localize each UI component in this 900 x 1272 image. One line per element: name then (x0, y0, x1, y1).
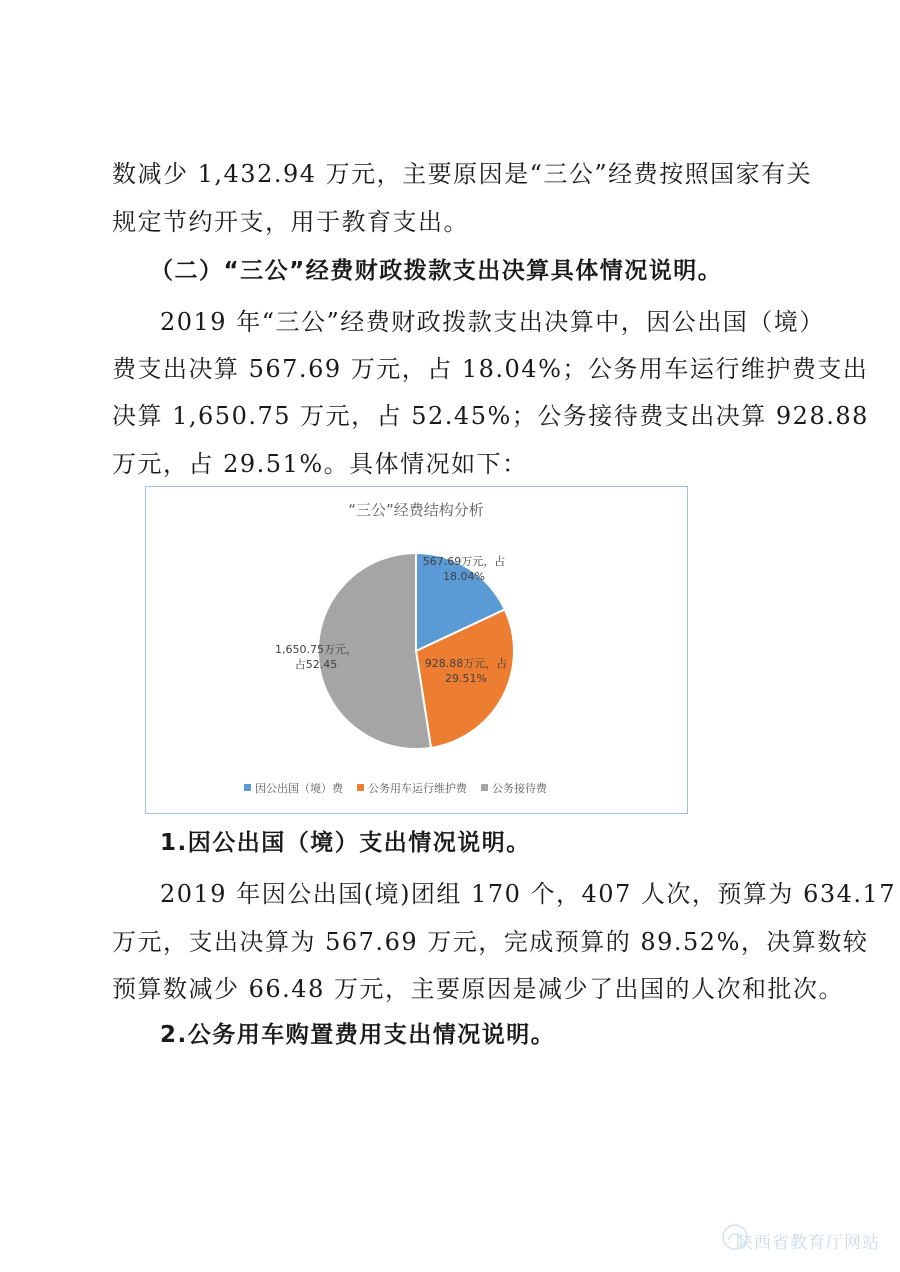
section-heading: 1.因公出国（境）支出情况说明。 (160, 830, 531, 856)
legend-swatch (481, 784, 488, 791)
paragraph-line: 2019 年“三公”经费财政拨款支出决算中，因公出国（境） (160, 308, 825, 336)
chart-legend (244, 781, 548, 795)
legend-label: 因公出国（境）费 (255, 782, 343, 795)
paragraph-line: 决算 1,650.75 万元，占 52.45%；公务接待费支出决算 928.88 (112, 402, 869, 430)
paragraph-line: 数减少 1,432.94 万元，主要原因是“三公”经费按照国家有关 (112, 160, 813, 188)
data-label: 567.69万元，占 18.04% (422, 555, 506, 583)
legend-swatch (244, 784, 251, 791)
paragraph-line: 费支出决算 567.69 万元，占 18.04%；公务用车运行维护费支出 (112, 355, 869, 383)
data-label: 1,650.75万元，占52.45 (275, 643, 357, 671)
legend-swatch (357, 784, 364, 791)
section-heading: 2.公务用车购置费用支出情况说明。 (160, 1022, 556, 1048)
section-heading: （二）“三公”经费财政拨款支出决算具体情况说明。 (150, 258, 723, 284)
paragraph-line: 规定节约开支，用于教育支出。 (112, 208, 469, 236)
legend-label: 公务接待费 (492, 782, 547, 795)
pie-chart-svg (146, 487, 687, 813)
paragraph-line: 万元，支出决算为 567.69 万元，完成预算的 89.52%，决算数较 (112, 928, 869, 956)
watermark: 陕西省教育厅网站 (736, 1233, 880, 1253)
legend-label: 公务用车运行维护费 (368, 782, 467, 795)
paragraph-line: 2019 年因公出国(境)团组 170 个，407 人次，预算为 634.17 (160, 880, 897, 908)
data-label: 928.88万元，占 29.51% (424, 657, 508, 685)
chart-title: “三公”经费结构分析 (348, 501, 484, 519)
pie-chart (145, 486, 688, 814)
paragraph-line: 预算数减少 66.48 万元，主要原因是减少了出国的人次和批次。 (112, 975, 844, 1003)
paragraph-line: 万元，占 29.51%。具体情况如下： (112, 450, 528, 478)
